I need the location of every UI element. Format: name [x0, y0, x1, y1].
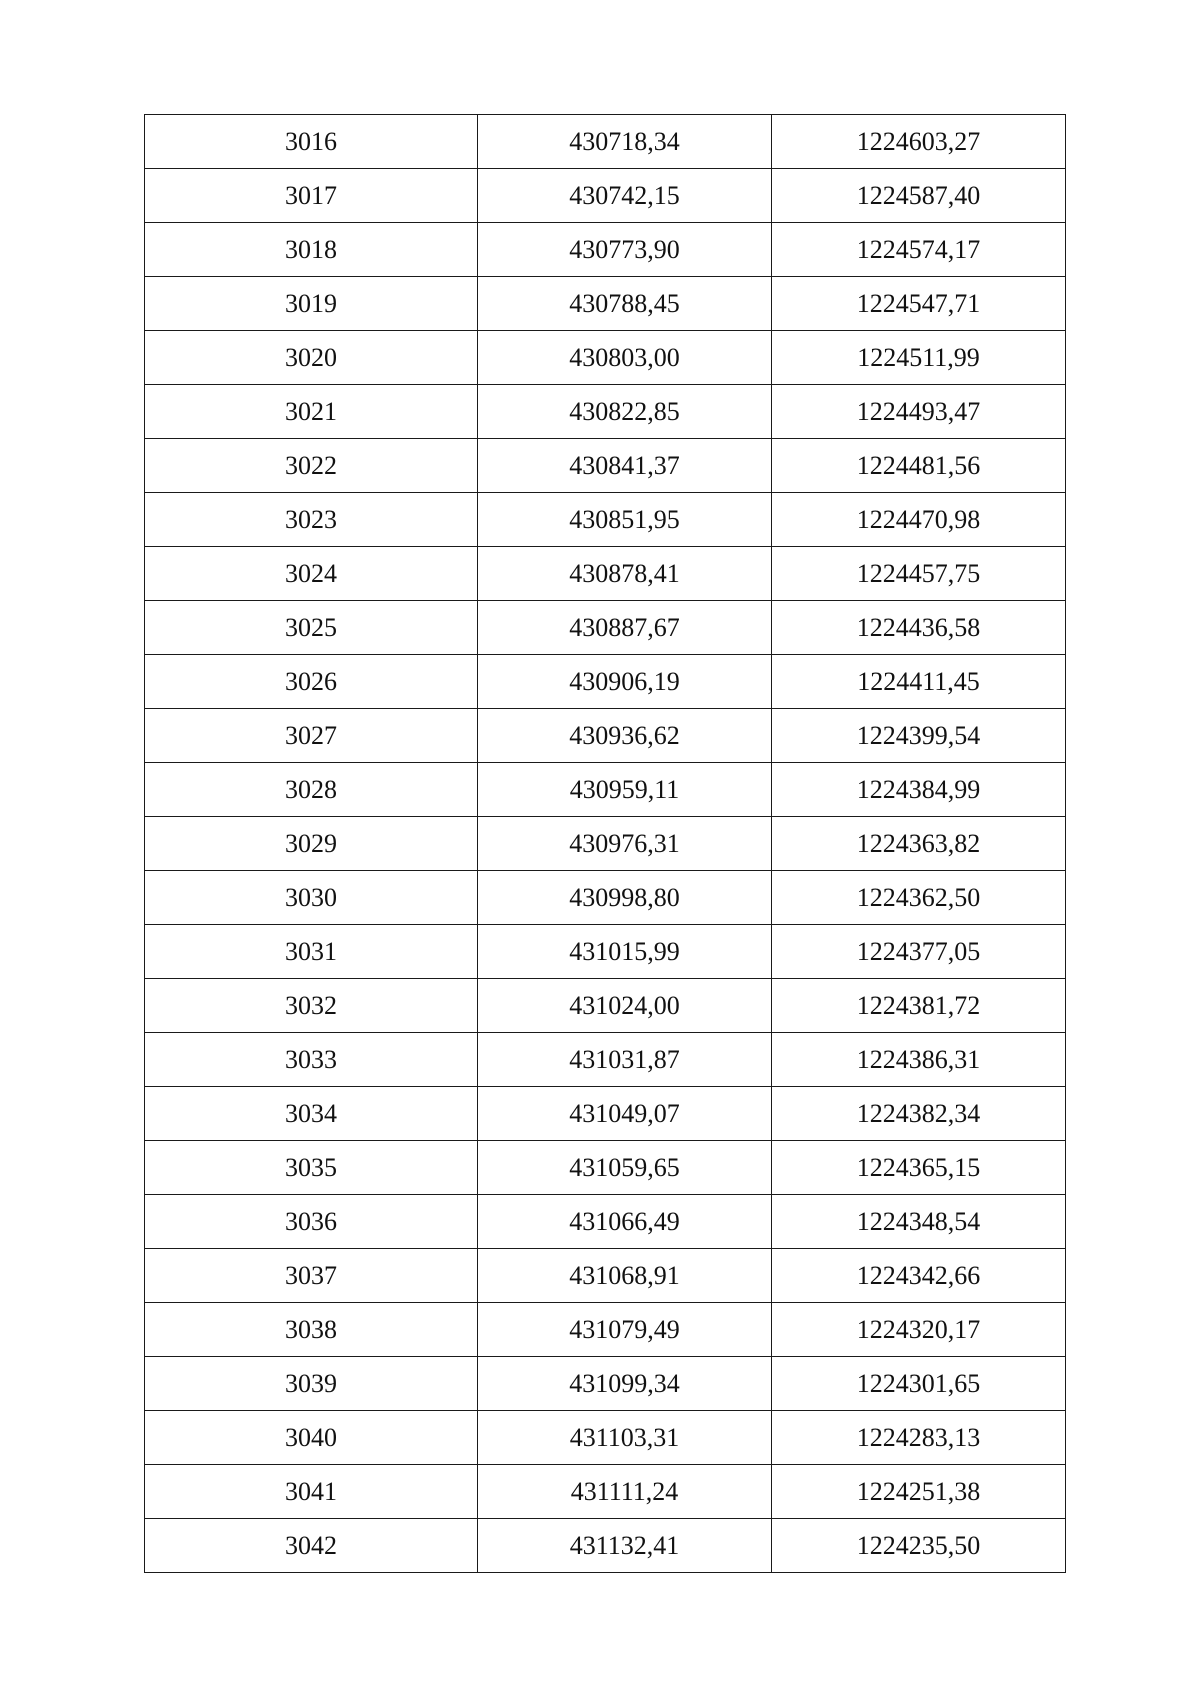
x-coordinate-cell: 430742,15	[478, 169, 772, 223]
table-row	[145, 709, 1066, 763]
point-number-cell: 3016	[145, 115, 478, 169]
x-coordinate-cell: 431059,65	[478, 1141, 772, 1195]
table-row	[145, 817, 1066, 871]
point-number-cell: 3030	[145, 871, 478, 925]
point-number-cell: 3023	[145, 493, 478, 547]
y-coordinate-cell: 1224362,50	[772, 871, 1066, 925]
point-number-cell: 3026	[145, 655, 478, 709]
point-number-cell: 3019	[145, 277, 478, 331]
point-number-cell: 3022	[145, 439, 478, 493]
table-row	[145, 601, 1066, 655]
table-row	[145, 493, 1066, 547]
table-row	[145, 1195, 1066, 1249]
point-number-cell: 3037	[145, 1249, 478, 1303]
point-number-cell: 3020	[145, 331, 478, 385]
x-coordinate-cell: 430906,19	[478, 655, 772, 709]
y-coordinate-cell: 1224481,56	[772, 439, 1066, 493]
y-coordinate-cell: 1224399,54	[772, 709, 1066, 763]
point-number-cell: 3032	[145, 979, 478, 1033]
y-coordinate-cell: 1224587,40	[772, 169, 1066, 223]
y-coordinate-cell: 1224348,54	[772, 1195, 1066, 1249]
y-coordinate-cell: 1224363,82	[772, 817, 1066, 871]
point-number-cell: 3035	[145, 1141, 478, 1195]
point-number-cell: 3031	[145, 925, 478, 979]
point-number-cell: 3038	[145, 1303, 478, 1357]
table-row	[145, 277, 1066, 331]
y-coordinate-cell: 1224470,98	[772, 493, 1066, 547]
table-row	[145, 439, 1066, 493]
x-coordinate-cell: 431024,00	[478, 979, 772, 1033]
x-coordinate-cell: 431015,99	[478, 925, 772, 979]
table-row	[145, 1411, 1066, 1465]
y-coordinate-cell: 1224384,99	[772, 763, 1066, 817]
x-coordinate-cell: 431066,49	[478, 1195, 772, 1249]
y-coordinate-cell: 1224377,05	[772, 925, 1066, 979]
point-number-cell: 3021	[145, 385, 478, 439]
point-number-cell: 3028	[145, 763, 478, 817]
table-row	[145, 115, 1066, 169]
y-coordinate-cell: 1224436,58	[772, 601, 1066, 655]
x-coordinate-cell: 430998,80	[478, 871, 772, 925]
y-coordinate-cell: 1224301,65	[772, 1357, 1066, 1411]
x-coordinate-cell: 430841,37	[478, 439, 772, 493]
point-number-cell: 3042	[145, 1519, 478, 1573]
x-coordinate-cell: 431111,24	[478, 1465, 772, 1519]
point-number-cell: 3018	[145, 223, 478, 277]
y-coordinate-cell: 1224386,31	[772, 1033, 1066, 1087]
table-row	[145, 1465, 1066, 1519]
y-coordinate-cell: 1224574,17	[772, 223, 1066, 277]
point-number-cell: 3041	[145, 1465, 478, 1519]
y-coordinate-cell: 1224251,38	[772, 1465, 1066, 1519]
y-coordinate-cell: 1224547,71	[772, 277, 1066, 331]
table-row	[145, 223, 1066, 277]
x-coordinate-cell: 430959,11	[478, 763, 772, 817]
table-row	[145, 1249, 1066, 1303]
x-coordinate-cell: 430803,00	[478, 331, 772, 385]
table-row	[145, 547, 1066, 601]
point-number-cell: 3024	[145, 547, 478, 601]
x-coordinate-cell: 431031,87	[478, 1033, 772, 1087]
x-coordinate-cell: 431099,34	[478, 1357, 772, 1411]
y-coordinate-cell: 1224342,66	[772, 1249, 1066, 1303]
y-coordinate-cell: 1224365,15	[772, 1141, 1066, 1195]
point-number-cell: 3033	[145, 1033, 478, 1087]
x-coordinate-cell: 430878,41	[478, 547, 772, 601]
x-coordinate-cell: 430788,45	[478, 277, 772, 331]
point-number-cell: 3039	[145, 1357, 478, 1411]
point-number-cell: 3029	[145, 817, 478, 871]
point-number-cell: 3027	[145, 709, 478, 763]
y-coordinate-cell: 1224411,45	[772, 655, 1066, 709]
y-coordinate-cell: 1224457,75	[772, 547, 1066, 601]
coordinates-table-body	[145, 115, 1066, 1573]
y-coordinate-cell: 1224603,27	[772, 115, 1066, 169]
point-number-cell: 3025	[145, 601, 478, 655]
x-coordinate-cell: 430822,85	[478, 385, 772, 439]
table-row	[145, 655, 1066, 709]
y-coordinate-cell: 1224235,50	[772, 1519, 1066, 1573]
x-coordinate-cell: 430936,62	[478, 709, 772, 763]
table-row	[145, 169, 1066, 223]
y-coordinate-cell: 1224493,47	[772, 385, 1066, 439]
x-coordinate-cell: 431103,31	[478, 1411, 772, 1465]
y-coordinate-cell: 1224381,72	[772, 979, 1066, 1033]
y-coordinate-cell: 1224382,34	[772, 1087, 1066, 1141]
y-coordinate-cell: 1224283,13	[772, 1411, 1066, 1465]
table-row	[145, 385, 1066, 439]
point-number-cell: 3036	[145, 1195, 478, 1249]
x-coordinate-cell: 431049,07	[478, 1087, 772, 1141]
point-number-cell: 3017	[145, 169, 478, 223]
x-coordinate-cell: 430718,34	[478, 115, 772, 169]
x-coordinate-cell: 430976,31	[478, 817, 772, 871]
table-row	[145, 1141, 1066, 1195]
y-coordinate-cell: 1224320,17	[772, 1303, 1066, 1357]
table-row	[145, 979, 1066, 1033]
point-number-cell: 3040	[145, 1411, 478, 1465]
table-row	[145, 1519, 1066, 1573]
y-coordinate-cell: 1224511,99	[772, 331, 1066, 385]
table-row	[145, 1033, 1066, 1087]
coordinates-table	[144, 114, 1066, 1573]
x-coordinate-cell: 431068,91	[478, 1249, 772, 1303]
x-coordinate-cell: 430887,67	[478, 601, 772, 655]
x-coordinate-cell: 430773,90	[478, 223, 772, 277]
point-number-cell: 3034	[145, 1087, 478, 1141]
table-row	[145, 1357, 1066, 1411]
x-coordinate-cell: 430851,95	[478, 493, 772, 547]
x-coordinate-cell: 431079,49	[478, 1303, 772, 1357]
table-row	[145, 925, 1066, 979]
table-row	[145, 871, 1066, 925]
x-coordinate-cell: 431132,41	[478, 1519, 772, 1573]
table-row	[145, 763, 1066, 817]
table-row	[145, 1087, 1066, 1141]
table-row	[145, 331, 1066, 385]
table-row	[145, 1303, 1066, 1357]
